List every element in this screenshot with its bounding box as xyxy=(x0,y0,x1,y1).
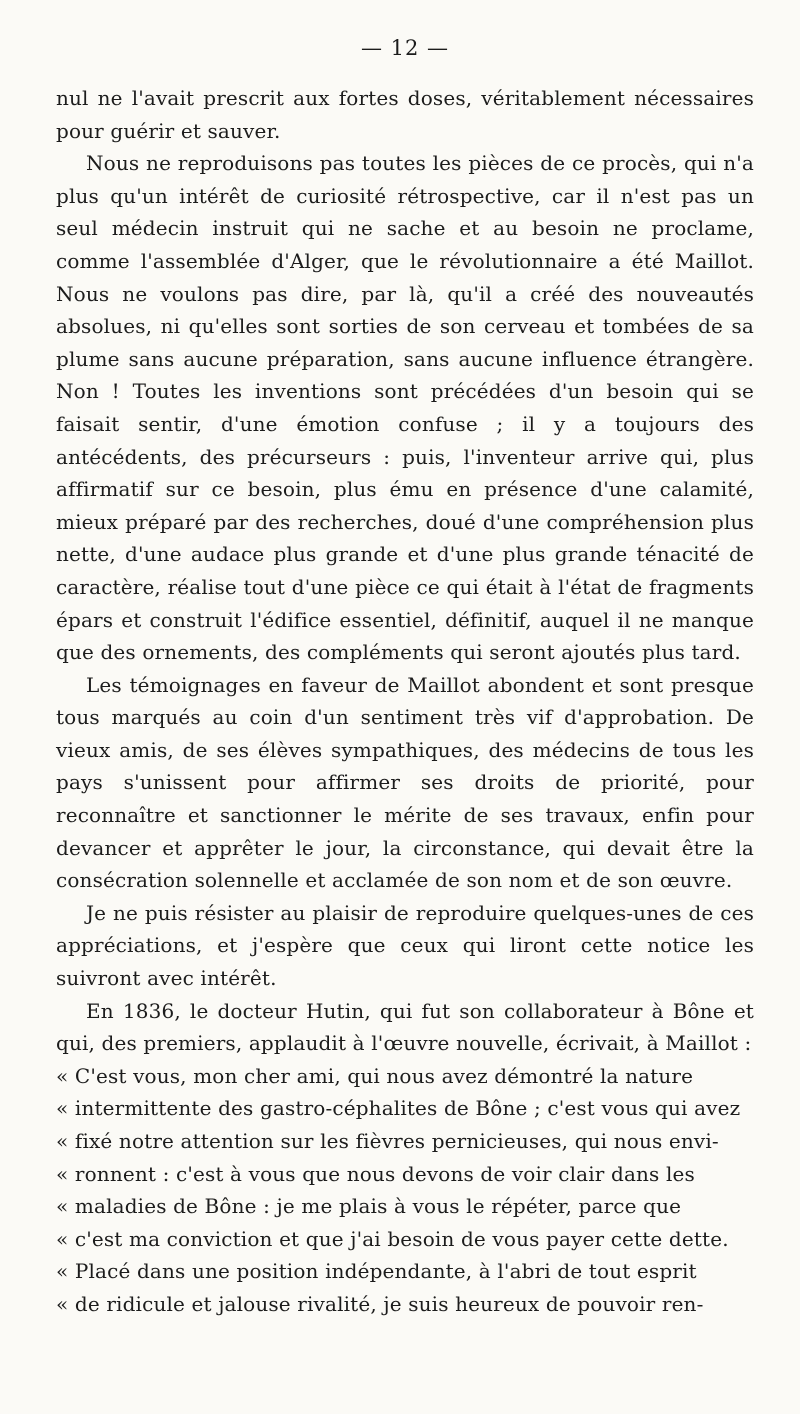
quote-line: « intermittente des gastro-céphalites de Bône ; c'est vous qui avez xyxy=(56,1096,741,1121)
page-number: — 12 — xyxy=(360,36,450,60)
quote-line: « Placé dans une position indépendante, à l'abri de tout esprit xyxy=(56,1259,697,1284)
paragraph-hutin-intro: En 1836, le docteur Hutin, qui fut son collaborateur à Bône et qui, des premiers, applaudit à l'œuvre nouvelle, écrivait, à Maillot : xyxy=(56,998,754,1056)
paragraph-proces: Nous ne reproduisons pas toutes les pièces de ce procès, qui n'a plus qu'un intérêt de curiosité rétrospective, car il n'est pas un seul médecin instruit qui ne sache et au besoin ne proclame, comme l'assemblée d'Alger, que le révolutionnaire a été Maillot. Nous ne voulons pas dire, par là, qu'il a créé des nouveautés absolues, ni qu'elles sont sorties de son cerveau et tombées de sa plume sans aucune préparation, sans aucune influence étrangère. Non ! Toutes les inventions sont précédées d'un besoin qui se faisait sentir, d'une émotion confuse ; il y a toujours des antécédents, des précurseurs : puis, l'inventeur arrive qui, plus affirmatif sur ce besoin, plus ému en présence d'une calamité, mieux préparé par des recherches, doué d'une compréhension plus nette, d'une audace plus grande et d'une plus grande ténacité de caractère, réalise tout d'une pièce ce qui était à l'état de fragments épars et construit l'édifice essentiel, définitif, auquel il ne manque que des ornements, des compléments qui seront ajoutés plus tard. xyxy=(56,151,754,665)
paragraph-temoignages: Les témoignages en faveur de Maillot abondent et sont presque tous marqués au coin d'un sentiment très vif d'approbation. De vieux amis, de ses élèves sympathiques, des médecins de tous les pays s'unissent pour affirmer ses droits de priorité, pour reconnaître et sanctionner le mérite de ses travaux, enfin pour devancer et apprêter le jour, la circonstance, qui devait être la consécration solennelle et acclamée de son nom et de son œuvre. xyxy=(56,672,754,893)
hutin-quote xyxy=(56,1060,754,1321)
quote-line: « ronnent : c'est à vous que nous devons de voir clair dans les xyxy=(56,1161,695,1186)
quote-line: « C'est vous, mon cher ami, qui nous avez démontré la nature xyxy=(56,1063,694,1088)
body-text xyxy=(56,82,754,1321)
paragraph-appreciations: Je ne puis résister au plaisir de reproduire quelques-unes de ces appréciations, et j'espère que ceux qui liront cette notice les suivront avec intérêt. xyxy=(56,900,754,991)
quote-line: « de ridicule et jalouse rivalité, je suis heureux de pouvoir ren- xyxy=(56,1291,704,1316)
quote-line: « c'est ma conviction et que j'ai besoin de vous payer cette dette. xyxy=(56,1226,729,1251)
quote-line: « fixé notre attention sur les fièvres pernicieuses, qui nous envi- xyxy=(56,1129,719,1153)
quote-line: « maladies de Bône : je me plais à vous le répéter, parce que xyxy=(56,1194,682,1219)
paragraph-continuation: nul ne l'avait prescrit aux fortes doses, véritablement nécessaires pour guérir et sauver. xyxy=(56,86,754,143)
